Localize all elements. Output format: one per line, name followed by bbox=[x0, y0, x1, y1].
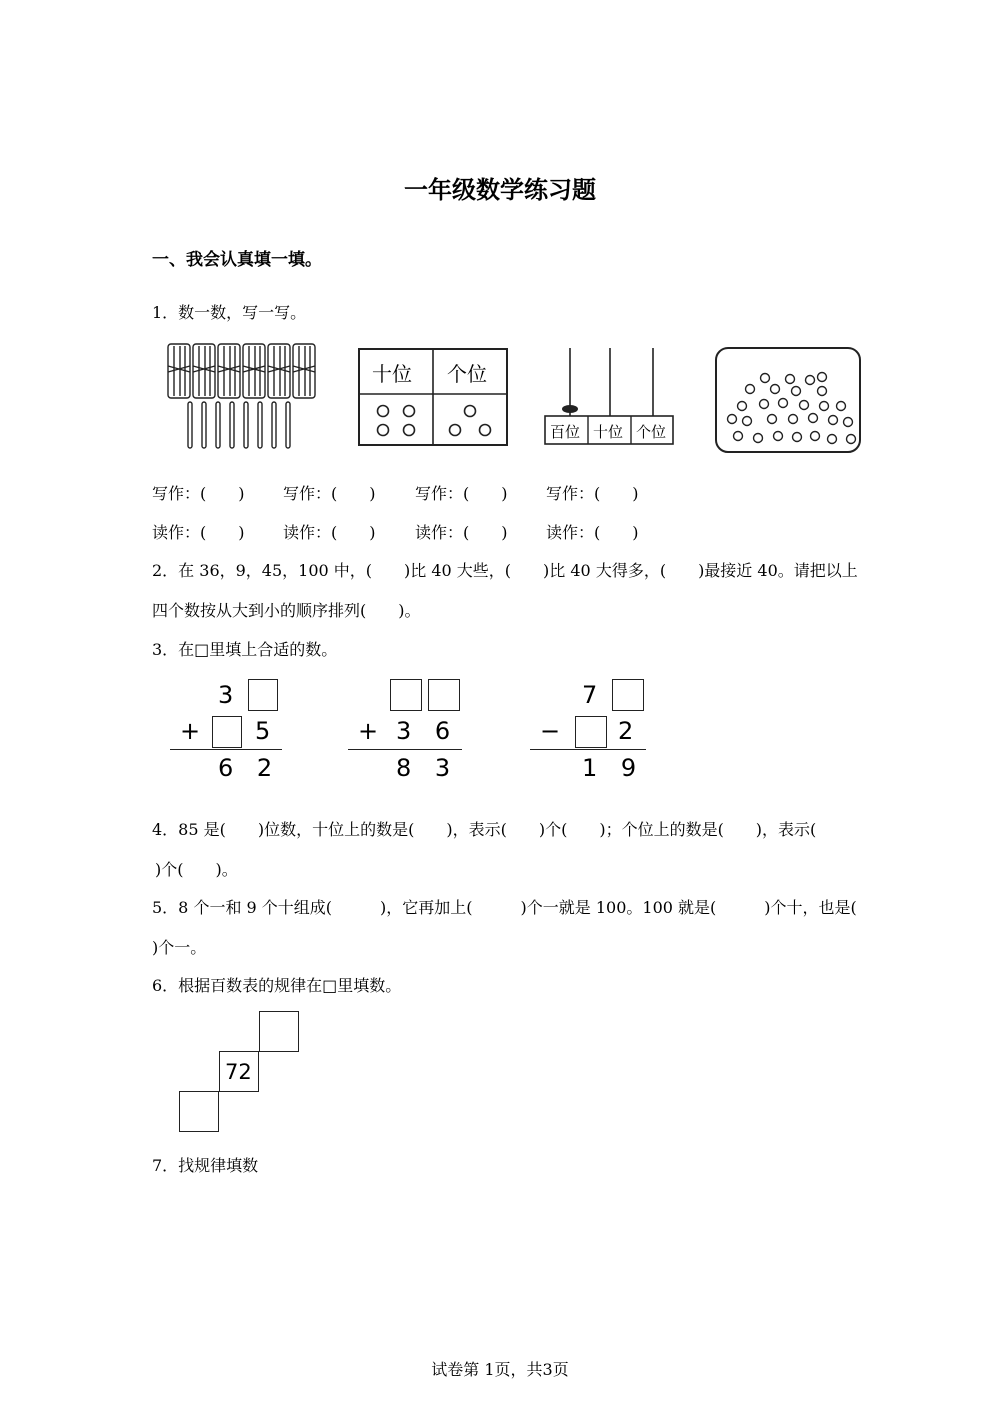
write-answer-1[interactable]: 写作：( ) bbox=[152, 484, 245, 503]
bundle-6 bbox=[293, 344, 315, 398]
bundle-4 bbox=[243, 344, 265, 398]
question-2-line-1: 2．在 36，9，45，100 中，( )比 40 大些，( )比 40 大得多，( )最接近 40。请把以上 bbox=[152, 561, 858, 580]
vertical-subtraction bbox=[530, 676, 660, 786]
question-1: 1．数一数，写一写。 bbox=[152, 303, 307, 322]
question-5-line-2: )个一。 bbox=[152, 938, 207, 957]
vertical-addition-2 bbox=[348, 676, 478, 786]
abacus-label-hundreds: 百位 bbox=[550, 423, 581, 441]
dots-picture bbox=[714, 346, 862, 454]
question-6: 6．根据百数表的规律在□里填数。 bbox=[152, 976, 402, 995]
difference-line bbox=[530, 749, 646, 750]
bundle-2 bbox=[193, 344, 215, 398]
write-answer-3[interactable]: 写作：( ) bbox=[415, 484, 508, 503]
section-heading: 一、我会认真填一填。 bbox=[152, 250, 322, 270]
read-answer-2[interactable]: 读作：( ) bbox=[283, 523, 376, 542]
read-answer-4[interactable]: 读作：( ) bbox=[546, 523, 639, 542]
result: 8 3 bbox=[396, 754, 459, 782]
result: 6 2 bbox=[218, 754, 281, 782]
minus-sign: − bbox=[540, 717, 561, 745]
answer-box[interactable] bbox=[390, 679, 422, 711]
question-4-line-2: )个( )。 bbox=[155, 860, 238, 879]
sum-line bbox=[170, 749, 282, 750]
abacus-label-ones: 个位 bbox=[636, 423, 667, 441]
write-answer-2[interactable]: 写作：( ) bbox=[283, 484, 376, 503]
plus-sign: + bbox=[358, 717, 379, 745]
loose-sticks bbox=[188, 402, 290, 448]
abacus-picture bbox=[544, 346, 674, 446]
answer-box[interactable] bbox=[248, 679, 278, 711]
digit: 7 bbox=[582, 681, 598, 709]
digit: 3 bbox=[218, 681, 234, 709]
answer-box[interactable] bbox=[212, 716, 242, 748]
place-value-table bbox=[358, 348, 508, 446]
tens-header: 十位 bbox=[372, 362, 412, 386]
sticks-picture bbox=[166, 340, 326, 452]
question-3: 3．在□里填上合适的数。 bbox=[152, 640, 338, 659]
page-title: 一年级数学练习题 bbox=[404, 176, 596, 204]
bundle-5 bbox=[268, 344, 290, 398]
digit: 2 bbox=[618, 717, 634, 745]
answer-box[interactable] bbox=[259, 1011, 299, 1052]
digits: 3 6 bbox=[396, 717, 459, 745]
write-answer-4[interactable]: 写作：( ) bbox=[546, 484, 639, 503]
plus-sign: + bbox=[180, 717, 201, 745]
question-4-line-1: 4．85 是( )位数，十位上的数是( )，表示( )个( )；个位上的数是( )，表示( bbox=[152, 820, 817, 839]
question-5-line-1: 5．8 个一和 9 个十组成( )，它再加上( )个一就是 100。100 就是( )个十，也是( bbox=[152, 898, 857, 917]
answer-box[interactable] bbox=[428, 679, 460, 711]
hundred-chart-fragment bbox=[178, 1010, 302, 1134]
digit: 5 bbox=[255, 717, 271, 745]
answer-box[interactable] bbox=[179, 1091, 219, 1132]
sum-line bbox=[348, 749, 462, 750]
given-number: 72 bbox=[225, 1060, 252, 1084]
vertical-addition-1 bbox=[170, 676, 290, 786]
ones-header: 个位 bbox=[447, 362, 487, 386]
read-answer-1[interactable]: 读作：( ) bbox=[152, 523, 245, 542]
bundle-3 bbox=[218, 344, 240, 398]
bundle-1 bbox=[168, 344, 190, 398]
given-number-box bbox=[219, 1051, 259, 1092]
read-answer-3[interactable]: 读作：( ) bbox=[415, 523, 508, 542]
question-7: 7．找规律填数 bbox=[152, 1156, 259, 1175]
answer-box[interactable] bbox=[575, 716, 607, 748]
abacus-label-tens: 十位 bbox=[593, 423, 624, 441]
result: 1 9 bbox=[582, 754, 645, 782]
page-footer: 试卷第 1页，共3页 bbox=[431, 1360, 569, 1379]
question-2-line-2: 四个数按从大到小的顺序排列( )。 bbox=[152, 601, 421, 620]
answer-box[interactable] bbox=[612, 679, 644, 711]
